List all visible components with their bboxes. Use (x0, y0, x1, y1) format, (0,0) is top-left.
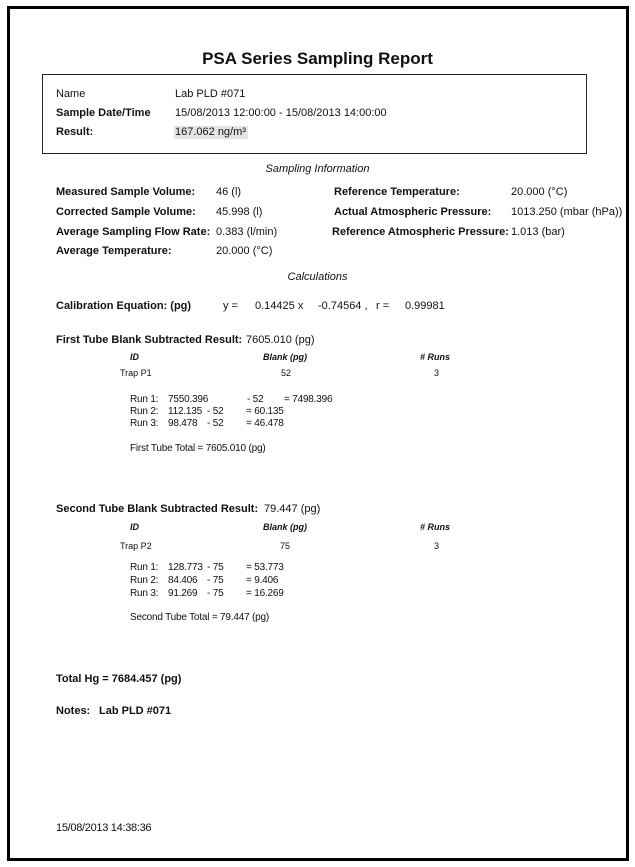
calibration-y-eq: y = (223, 300, 238, 312)
tube2-result-label: Second Tube Blank Subtracted Result: (56, 503, 259, 515)
tube1-run1-value: 7550.396 (168, 394, 209, 405)
corrected-volume-label: Corrected Sample Volume: (56, 206, 196, 218)
flow-rate-value: 0.383 (l/min) (216, 226, 278, 238)
tube2-run1-label: Run 1: (130, 562, 159, 573)
tube1-col-runs: # Runs (420, 352, 451, 362)
tube2-run3-label: Run 3: (130, 588, 159, 599)
actual-pressure-label: Actual Atmospheric Pressure: (334, 206, 492, 218)
calibration-label: Calibration Equation: (pg) (56, 300, 192, 312)
total-hg: Total Hg = 7684.457 (pg) (56, 673, 182, 685)
tube2-col-id: ID (130, 522, 139, 532)
result-value: 167.062 ng/m³ (175, 126, 246, 138)
tube1-run2-minus: - 52 (207, 406, 224, 417)
tube2-run1-value: 128.773 (168, 562, 203, 573)
calculations-heading: Calculations (287, 271, 348, 283)
sampling-info-heading: Sampling Information (265, 163, 370, 175)
tube2-result-value: 79.447 (pg) (264, 503, 321, 515)
calibration-r-value: 0.99981 (405, 300, 445, 312)
tube2-run2-value: 84.406 (168, 575, 198, 586)
tube1-run3-minus: - 52 (207, 418, 224, 429)
tube1-run3-label: Run 3: (130, 418, 159, 429)
tube1-total: First Tube Total = 7605.010 (pg) (130, 443, 266, 454)
tube1-run3-result: = 46.478 (246, 418, 284, 429)
tube2-col-blank: Blank (pg) (263, 522, 307, 532)
tube1-col-id: ID (130, 352, 139, 362)
measured-volume-label: Measured Sample Volume: (56, 186, 196, 198)
tube2-run2-minus: - 75 (207, 575, 224, 586)
notes-label: Notes: (56, 705, 91, 717)
tube1-col-blank: Blank (pg) (263, 352, 307, 362)
ref-pressure-value: 1.013 (bar) (511, 226, 565, 238)
avg-temp-value: 20.000 (°C) (216, 245, 273, 257)
corrected-volume-value: 45.998 (l) (216, 206, 263, 218)
datetime-value: 15/08/2013 12:00:00 - 15/08/2013 14:00:00 (175, 107, 387, 119)
tube2-run1-minus: - 75 (207, 562, 224, 573)
name-value: Lab PLD #071 (175, 88, 246, 100)
result-label: Result: (56, 126, 94, 138)
tube1-run1-result: = 7498.396 (284, 394, 333, 405)
report-title: PSA Series Sampling Report (202, 49, 433, 68)
tube2-run3-minus: - 75 (207, 588, 224, 599)
tube1-runs-value: 3 (434, 368, 440, 378)
tube1-run3-value: 98.478 (168, 418, 198, 429)
ref-temp-label: Reference Temperature: (334, 186, 460, 198)
printed-timestamp: 15/08/2013 14:38:36 (56, 822, 152, 834)
tube1-blank-value: 52 (281, 368, 292, 378)
notes-value: Lab PLD #071 (99, 705, 172, 717)
tube1-result-label: First Tube Blank Subtracted Result: (56, 334, 243, 346)
tube1-run1-minus: - 52 (247, 394, 264, 405)
measured-volume-value: 46 (l) (216, 186, 242, 198)
actual-pressure-value: 1013.250 (mbar (hPa)) (511, 206, 623, 218)
datetime-label: Sample Date/Time (56, 107, 151, 119)
tube1-run1-label: Run 1: (130, 394, 159, 405)
calibration-r-eq: r = (376, 300, 390, 312)
tube2-run3-result: = 16.269 (246, 588, 284, 599)
flow-rate-label: Average Sampling Flow Rate: (56, 226, 211, 238)
tube2-col-runs: # Runs (420, 522, 451, 532)
tube1-trap-id: Trap P1 (120, 368, 152, 378)
tube2-run3-value: 91.269 (168, 588, 198, 599)
tube2-blank-value: 75 (280, 541, 291, 551)
tube1-run2-label: Run 2: (130, 406, 159, 417)
tube2-run2-result: = 9.406 (246, 575, 279, 586)
tube1-result-value: 7605.010 (pg) (246, 334, 315, 346)
tube1-run2-result: = 60.135 (246, 406, 284, 417)
tube2-trap-id: Trap P2 (120, 541, 152, 551)
calibration-intercept: -0.74564 , (318, 300, 368, 312)
tube2-run1-result: = 53.773 (246, 562, 284, 573)
tube2-total: Second Tube Total = 79.447 (pg) (130, 612, 270, 623)
name-label: Name (56, 88, 86, 100)
avg-temp-label: Average Temperature: (56, 245, 172, 257)
calibration-slope: 0.14425 x (255, 300, 304, 312)
tube2-run2-label: Run 2: (130, 575, 159, 586)
ref-pressure-label: Reference Atmospheric Pressure: (332, 226, 509, 238)
tube2-runs-value: 3 (434, 541, 440, 551)
ref-temp-value: 20.000 (°C) (511, 186, 568, 198)
tube1-run2-value: 112.135 (168, 406, 203, 417)
